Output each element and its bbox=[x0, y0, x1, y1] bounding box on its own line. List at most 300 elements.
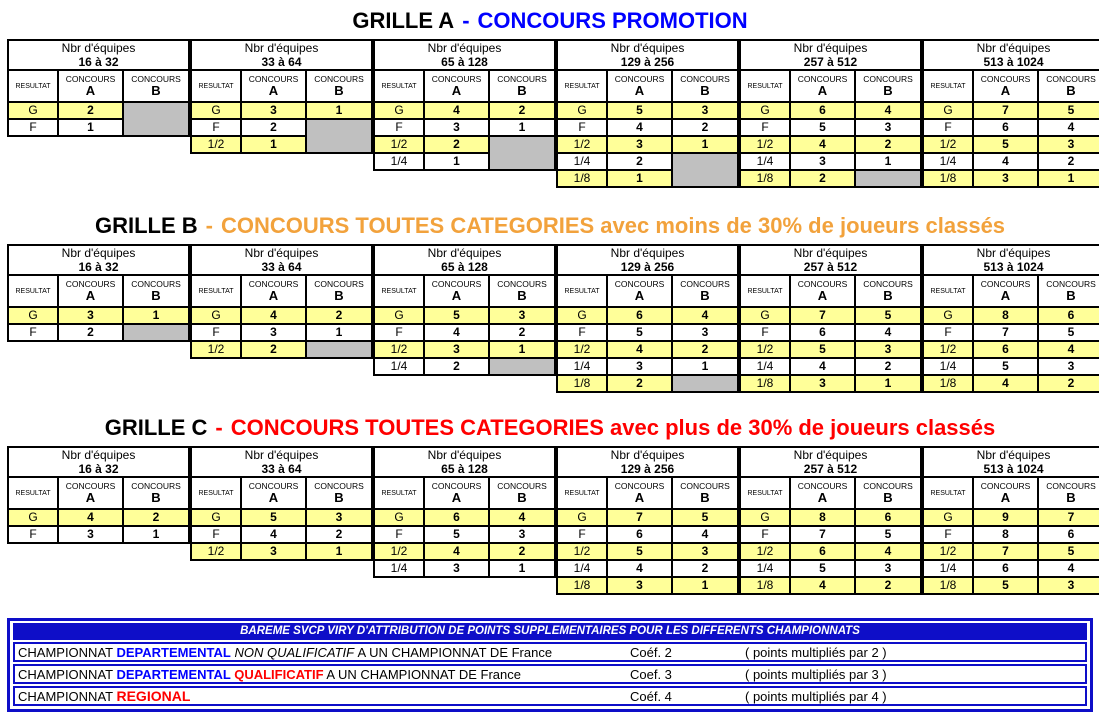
result-cell: 1/2 bbox=[923, 136, 973, 153]
grille-b-separator: - bbox=[205, 213, 213, 238]
resultat-header: RESULTAT bbox=[374, 275, 424, 307]
result-cell: 1/2 bbox=[557, 136, 607, 153]
championnat-label bbox=[18, 688, 630, 704]
concours-a-value: 2 bbox=[58, 324, 123, 341]
concours-a-value: 2 bbox=[241, 341, 306, 358]
result-cell: 1/2 bbox=[191, 341, 241, 358]
concours-b-value: 6 bbox=[1038, 307, 1099, 324]
result-cell: F bbox=[191, 119, 241, 136]
grille-a-tables bbox=[7, 39, 1096, 196]
concours-b-header: CONCOURS B bbox=[855, 477, 921, 509]
concours-b-header: CONCOURS B bbox=[855, 70, 921, 102]
concours-a-value: 3 bbox=[790, 375, 855, 392]
bareme-rows bbox=[13, 642, 1087, 706]
concours-a-value: 2 bbox=[607, 153, 672, 170]
label-segment: A UN CHAMPIONNAT DE France bbox=[323, 666, 521, 682]
grille-c-group-2-table bbox=[190, 446, 373, 561]
concours-a-value: 1 bbox=[607, 170, 672, 187]
result-cell: 1/4 bbox=[923, 358, 973, 375]
table-row bbox=[740, 153, 921, 170]
result-cell: G bbox=[740, 307, 790, 324]
concours-a-value: 9 bbox=[973, 509, 1038, 526]
concours-b-value: 6 bbox=[1038, 526, 1099, 543]
concours-a-value: 3 bbox=[973, 170, 1038, 187]
concours-a-value: 7 bbox=[973, 102, 1038, 119]
concours-b-value: 4 bbox=[855, 102, 921, 119]
grille-b-group-4-table bbox=[556, 244, 739, 393]
concours-a-value: 2 bbox=[790, 170, 855, 187]
result-cell: G bbox=[740, 102, 790, 119]
concours-a-header: CONCOURS A bbox=[424, 477, 489, 509]
concours-b-value: 4 bbox=[855, 324, 921, 341]
concours-b-value: 3 bbox=[672, 543, 738, 560]
concours-a-value: 8 bbox=[973, 307, 1038, 324]
grille-a-title bbox=[7, 8, 1093, 34]
concours-b-value: 3 bbox=[672, 324, 738, 341]
grille-a-group-2-table bbox=[190, 39, 373, 154]
result-cell: 1/4 bbox=[374, 358, 424, 375]
empty-gray-cell bbox=[672, 375, 738, 392]
concours-a-value: 4 bbox=[790, 577, 855, 594]
empty-gray-cell bbox=[489, 136, 555, 170]
table-row bbox=[191, 307, 372, 324]
bareme-row bbox=[13, 664, 1087, 684]
resultat-header: RESULTAT bbox=[923, 477, 973, 509]
result-cell: F bbox=[374, 119, 424, 136]
group-header: Nbr d'équipes 513 à 1024 bbox=[923, 447, 1099, 477]
group-header: Nbr d'équipes 16 à 32 bbox=[8, 447, 189, 477]
group-header: Nbr d'équipes 65 à 128 bbox=[374, 245, 555, 275]
concours-a-value: 7 bbox=[790, 526, 855, 543]
resultat-header: RESULTAT bbox=[740, 477, 790, 509]
concours-a-value: 3 bbox=[607, 358, 672, 375]
result-cell: G bbox=[740, 509, 790, 526]
empty-gray-cell bbox=[855, 170, 921, 187]
coefficient-value: Coef. 3 bbox=[630, 666, 672, 682]
table-row bbox=[740, 375, 921, 392]
grille-b-name: GRILLE B bbox=[94, 213, 198, 238]
concours-a-value: 5 bbox=[790, 560, 855, 577]
grille-a-separator: - bbox=[462, 8, 470, 33]
group-header: Nbr d'équipes 16 à 32 bbox=[8, 40, 189, 70]
result-cell: F bbox=[740, 324, 790, 341]
concours-a-value: 4 bbox=[424, 543, 489, 560]
group-header: Nbr d'équipes 33 à 64 bbox=[191, 447, 372, 477]
concours-b-value: 2 bbox=[855, 358, 921, 375]
concours-a-value: 5 bbox=[973, 136, 1038, 153]
table-row bbox=[740, 560, 921, 577]
concours-b-value: 2 bbox=[123, 509, 189, 526]
resultat-header: RESULTAT bbox=[557, 275, 607, 307]
concours-a-value: 3 bbox=[241, 324, 306, 341]
result-cell: 1/8 bbox=[740, 577, 790, 594]
concours-a-header: CONCOURS A bbox=[241, 477, 306, 509]
concours-a-value: 3 bbox=[790, 153, 855, 170]
table-row bbox=[8, 102, 189, 119]
concours-a-value: 5 bbox=[424, 526, 489, 543]
result-cell: 1/4 bbox=[923, 560, 973, 577]
concours-a-value: 5 bbox=[607, 324, 672, 341]
result-cell: 1/4 bbox=[923, 153, 973, 170]
grille-c-tables bbox=[7, 446, 1096, 603]
table-row bbox=[557, 358, 738, 375]
grille-a-subtitle: CONCOURS PROMOTION bbox=[477, 8, 748, 33]
result-cell: 1/4 bbox=[374, 153, 424, 170]
table-row bbox=[923, 358, 1099, 375]
result-cell: F bbox=[8, 119, 58, 136]
concours-a-value: 5 bbox=[973, 577, 1038, 594]
concours-b-header: CONCOURS B bbox=[123, 70, 189, 102]
concours-b-value: 2 bbox=[489, 543, 555, 560]
result-cell: 1/8 bbox=[923, 170, 973, 187]
empty-gray-cell bbox=[123, 102, 189, 136]
result-cell: G bbox=[8, 307, 58, 324]
concours-b-value: 2 bbox=[306, 526, 372, 543]
grille-c-subtitle: CONCOURS TOUTES CATEGORIES avec plus de 30% de joueurs classés bbox=[230, 415, 996, 440]
table-row bbox=[374, 560, 555, 577]
concours-b-header: CONCOURS B bbox=[306, 70, 372, 102]
concours-b-header: CONCOURS B bbox=[1038, 70, 1099, 102]
table-row bbox=[923, 560, 1099, 577]
result-cell: 1/2 bbox=[191, 543, 241, 560]
result-cell: G bbox=[191, 509, 241, 526]
resultat-header: RESULTAT bbox=[557, 70, 607, 102]
bareme-section bbox=[7, 618, 1093, 712]
result-cell: 1/2 bbox=[740, 341, 790, 358]
grille-a-group-3-table bbox=[373, 39, 556, 171]
table-row bbox=[557, 560, 738, 577]
concours-a-header: CONCOURS A bbox=[790, 70, 855, 102]
concours-b-header: CONCOURS B bbox=[123, 477, 189, 509]
concours-b-value: 1 bbox=[855, 153, 921, 170]
concours-b-value: 2 bbox=[1038, 375, 1099, 392]
concours-a-header: CONCOURS A bbox=[58, 275, 123, 307]
result-cell: G bbox=[923, 307, 973, 324]
result-cell: F bbox=[191, 324, 241, 341]
resultat-header: RESULTAT bbox=[557, 477, 607, 509]
concours-a-value: 4 bbox=[607, 119, 672, 136]
grille-c-group-3-table bbox=[373, 446, 556, 578]
result-cell: G bbox=[191, 307, 241, 324]
concours-b-value: 2 bbox=[489, 324, 555, 341]
concours-a-header: CONCOURS A bbox=[58, 477, 123, 509]
result-cell: G bbox=[557, 509, 607, 526]
table-row bbox=[740, 543, 921, 560]
table-row bbox=[557, 526, 738, 543]
result-cell: 1/2 bbox=[374, 341, 424, 358]
concours-a-header: CONCOURS A bbox=[241, 275, 306, 307]
concours-a-header: CONCOURS A bbox=[607, 477, 672, 509]
result-cell: F bbox=[923, 526, 973, 543]
concours-b-value: 2 bbox=[489, 102, 555, 119]
grille-b-group-1-table bbox=[7, 244, 190, 342]
result-cell: F bbox=[740, 119, 790, 136]
label-segment: CHAMPIONNAT bbox=[18, 689, 117, 704]
table-row bbox=[191, 509, 372, 526]
result-cell: F bbox=[923, 119, 973, 136]
result-cell: 1/8 bbox=[923, 375, 973, 392]
concours-a-value: 4 bbox=[973, 153, 1038, 170]
grille-c-name: GRILLE C bbox=[104, 415, 208, 440]
concours-b-value: 1 bbox=[123, 307, 189, 324]
table-row bbox=[740, 358, 921, 375]
concours-b-value: 2 bbox=[855, 577, 921, 594]
championnat-label bbox=[18, 645, 630, 660]
concours-a-value: 2 bbox=[241, 119, 306, 136]
label-segment: CHAMPIONNAT bbox=[18, 666, 117, 682]
table-row bbox=[557, 509, 738, 526]
concours-a-value: 4 bbox=[607, 560, 672, 577]
concours-a-value: 4 bbox=[424, 324, 489, 341]
table-row bbox=[8, 307, 189, 324]
concours-a-value: 1 bbox=[424, 153, 489, 170]
concours-a-value: 5 bbox=[607, 102, 672, 119]
concours-b-value: 4 bbox=[855, 543, 921, 560]
concours-b-header: CONCOURS B bbox=[672, 477, 738, 509]
points-multiplier: ( points multipliés par 3 ) bbox=[745, 666, 887, 682]
table-row bbox=[374, 509, 555, 526]
result-cell: F bbox=[8, 526, 58, 543]
concours-b-value: 1 bbox=[306, 102, 372, 119]
concours-a-value: 3 bbox=[607, 577, 672, 594]
concours-a-header: CONCOURS A bbox=[607, 275, 672, 307]
grille-b-section bbox=[7, 213, 1096, 401]
concours-b-header: CONCOURS B bbox=[489, 275, 555, 307]
concours-a-header: CONCOURS A bbox=[424, 275, 489, 307]
table-row bbox=[191, 324, 372, 341]
label-segment: A UN CHAMPIONNAT DE France bbox=[357, 644, 553, 660]
grille-a-section bbox=[7, 8, 1096, 196]
concours-a-value: 5 bbox=[973, 358, 1038, 375]
concours-a-value: 4 bbox=[241, 526, 306, 543]
concours-a-value: 7 bbox=[973, 324, 1038, 341]
concours-a-header: CONCOURS A bbox=[424, 70, 489, 102]
concours-b-value: 2 bbox=[672, 119, 738, 136]
resultat-header: RESULTAT bbox=[374, 70, 424, 102]
table-row bbox=[374, 358, 555, 375]
concours-b-value: 1 bbox=[672, 136, 738, 153]
concours-a-header: CONCOURS A bbox=[241, 70, 306, 102]
grille-c-group-5-table bbox=[739, 446, 922, 595]
concours-b-value: 1 bbox=[672, 358, 738, 375]
result-cell: 1/4 bbox=[557, 358, 607, 375]
concours-b-value: 5 bbox=[1038, 102, 1099, 119]
resultat-header: RESULTAT bbox=[8, 275, 58, 307]
concours-a-value: 4 bbox=[58, 509, 123, 526]
table-row bbox=[740, 341, 921, 358]
result-cell: F bbox=[923, 324, 973, 341]
concours-b-value: 1 bbox=[123, 526, 189, 543]
concours-a-value: 3 bbox=[58, 526, 123, 543]
table-row bbox=[740, 509, 921, 526]
table-row bbox=[557, 543, 738, 560]
concours-b-value: 3 bbox=[672, 102, 738, 119]
concours-b-value: 6 bbox=[855, 509, 921, 526]
table-row bbox=[740, 136, 921, 153]
table-row bbox=[191, 543, 372, 560]
concours-a-value: 3 bbox=[424, 560, 489, 577]
result-cell: F bbox=[374, 324, 424, 341]
result-cell: 1/4 bbox=[557, 153, 607, 170]
concours-a-value: 5 bbox=[424, 307, 489, 324]
resultat-header: RESULTAT bbox=[191, 275, 241, 307]
empty-gray-cell bbox=[489, 358, 555, 375]
empty-gray-cell bbox=[123, 324, 189, 341]
table-row bbox=[740, 119, 921, 136]
result-cell: 1/2 bbox=[191, 136, 241, 153]
concours-b-header: CONCOURS B bbox=[672, 70, 738, 102]
bareme-row bbox=[13, 686, 1087, 706]
resultat-header: RESULTAT bbox=[740, 275, 790, 307]
concours-a-value: 4 bbox=[424, 102, 489, 119]
concours-b-header: CONCOURS B bbox=[306, 275, 372, 307]
concours-b-value: 5 bbox=[855, 307, 921, 324]
table-row bbox=[557, 307, 738, 324]
concours-a-value: 4 bbox=[790, 358, 855, 375]
grille-b-group-5-table bbox=[739, 244, 922, 393]
label-segment: DEPARTEMENTAL bbox=[116, 644, 231, 660]
table-row bbox=[740, 307, 921, 324]
table-row bbox=[923, 375, 1099, 392]
concours-b-value: 4 bbox=[489, 509, 555, 526]
concours-b-value: 5 bbox=[855, 526, 921, 543]
bareme-header: BAREME SVCP VIRY D'ATTRIBUTION DE POINTS SUPPLEMENTAIRES POUR LES DIFFERENTS CHAMPIONNATS bbox=[13, 623, 1087, 640]
result-cell: 1/8 bbox=[557, 577, 607, 594]
result-cell: F bbox=[740, 526, 790, 543]
concours-b-value: 1 bbox=[855, 375, 921, 392]
concours-b-value: 5 bbox=[1038, 324, 1099, 341]
empty-gray-cell bbox=[672, 153, 738, 187]
table-row bbox=[923, 307, 1099, 324]
concours-a-value: 4 bbox=[607, 341, 672, 358]
coefficient-value: Coéf. 4 bbox=[630, 688, 672, 704]
result-cell: G bbox=[557, 102, 607, 119]
resultat-header: RESULTAT bbox=[191, 477, 241, 509]
result-cell: 1/8 bbox=[740, 375, 790, 392]
concours-a-value: 7 bbox=[790, 307, 855, 324]
concours-b-header: CONCOURS B bbox=[1038, 275, 1099, 307]
concours-b-value: 5 bbox=[1038, 543, 1099, 560]
concours-a-value: 5 bbox=[607, 543, 672, 560]
table-row bbox=[923, 119, 1099, 136]
concours-a-value: 8 bbox=[790, 509, 855, 526]
result-cell: G bbox=[374, 102, 424, 119]
concours-b-value: 3 bbox=[855, 341, 921, 358]
concours-a-value: 7 bbox=[973, 543, 1038, 560]
concours-a-value: 3 bbox=[58, 307, 123, 324]
result-cell: 1/2 bbox=[923, 341, 973, 358]
table-row bbox=[557, 119, 738, 136]
grille-a-group-6-table bbox=[922, 39, 1099, 188]
concours-a-value: 3 bbox=[241, 102, 306, 119]
result-cell: 1/4 bbox=[740, 153, 790, 170]
table-row bbox=[740, 324, 921, 341]
concours-a-value: 4 bbox=[241, 307, 306, 324]
resultat-header: RESULTAT bbox=[740, 70, 790, 102]
concours-b-header: CONCOURS B bbox=[306, 477, 372, 509]
result-cell: F bbox=[557, 526, 607, 543]
concours-b-value: 3 bbox=[489, 526, 555, 543]
result-cell: G bbox=[8, 102, 58, 119]
result-cell: F bbox=[557, 119, 607, 136]
label-segment: REGIONAL bbox=[116, 688, 191, 704]
table-row bbox=[374, 102, 555, 119]
concours-b-value: 2 bbox=[672, 341, 738, 358]
empty-gray-cell bbox=[306, 341, 372, 358]
concours-b-header: CONCOURS B bbox=[489, 477, 555, 509]
concours-a-value: 2 bbox=[424, 358, 489, 375]
concours-b-value: 1 bbox=[489, 119, 555, 136]
concours-b-value: 2 bbox=[672, 560, 738, 577]
grille-c-title bbox=[7, 415, 1093, 441]
table-row bbox=[374, 526, 555, 543]
concours-a-value: 1 bbox=[58, 119, 123, 136]
result-cell: G bbox=[374, 509, 424, 526]
concours-b-header: CONCOURS B bbox=[672, 275, 738, 307]
grille-c-section bbox=[7, 415, 1096, 603]
table-row bbox=[740, 102, 921, 119]
concours-a-value: 6 bbox=[790, 324, 855, 341]
concours-a-value: 6 bbox=[973, 560, 1038, 577]
concours-a-value: 1 bbox=[241, 136, 306, 153]
result-cell: 1/8 bbox=[740, 170, 790, 187]
table-row bbox=[374, 324, 555, 341]
table-row bbox=[191, 341, 372, 358]
result-cell: F bbox=[8, 324, 58, 341]
concours-a-value: 2 bbox=[607, 375, 672, 392]
concours-a-header: CONCOURS A bbox=[790, 477, 855, 509]
concours-b-value: 4 bbox=[1038, 341, 1099, 358]
result-cell: G bbox=[557, 307, 607, 324]
table-row bbox=[8, 526, 189, 543]
points-multiplier: ( points multipliés par 4 ) bbox=[745, 688, 887, 704]
concours-a-value: 2 bbox=[424, 136, 489, 153]
table-row bbox=[557, 341, 738, 358]
grille-c-group-4-table bbox=[556, 446, 739, 595]
table-row bbox=[923, 543, 1099, 560]
concours-b-value: 7 bbox=[1038, 509, 1099, 526]
concours-a-value: 5 bbox=[241, 509, 306, 526]
result-cell: 1/4 bbox=[374, 560, 424, 577]
concours-a-value: 5 bbox=[790, 341, 855, 358]
concours-a-header: CONCOURS A bbox=[973, 477, 1038, 509]
result-cell: F bbox=[374, 526, 424, 543]
resultat-header: RESULTAT bbox=[923, 275, 973, 307]
result-cell: G bbox=[191, 102, 241, 119]
concours-b-value: 1 bbox=[489, 560, 555, 577]
concours-a-header: CONCOURS A bbox=[607, 70, 672, 102]
concours-a-value: 7 bbox=[607, 509, 672, 526]
result-cell: 1/2 bbox=[374, 136, 424, 153]
table-row bbox=[374, 136, 555, 153]
result-cell: 1/2 bbox=[557, 341, 607, 358]
table-row bbox=[923, 102, 1099, 119]
concours-b-header: CONCOURS B bbox=[489, 70, 555, 102]
concours-a-value: 6 bbox=[790, 543, 855, 560]
bareme-row bbox=[13, 642, 1087, 662]
grille-c-group-1-table bbox=[7, 446, 190, 544]
table-row bbox=[374, 307, 555, 324]
table-row bbox=[923, 526, 1099, 543]
result-cell: 1/8 bbox=[557, 170, 607, 187]
table-row bbox=[8, 509, 189, 526]
table-row bbox=[191, 526, 372, 543]
group-header: Nbr d'équipes 16 à 32 bbox=[8, 245, 189, 275]
table-row bbox=[374, 341, 555, 358]
result-cell: G bbox=[8, 509, 58, 526]
result-cell: 1/8 bbox=[923, 577, 973, 594]
group-header: Nbr d'équipes 65 à 128 bbox=[374, 40, 555, 70]
